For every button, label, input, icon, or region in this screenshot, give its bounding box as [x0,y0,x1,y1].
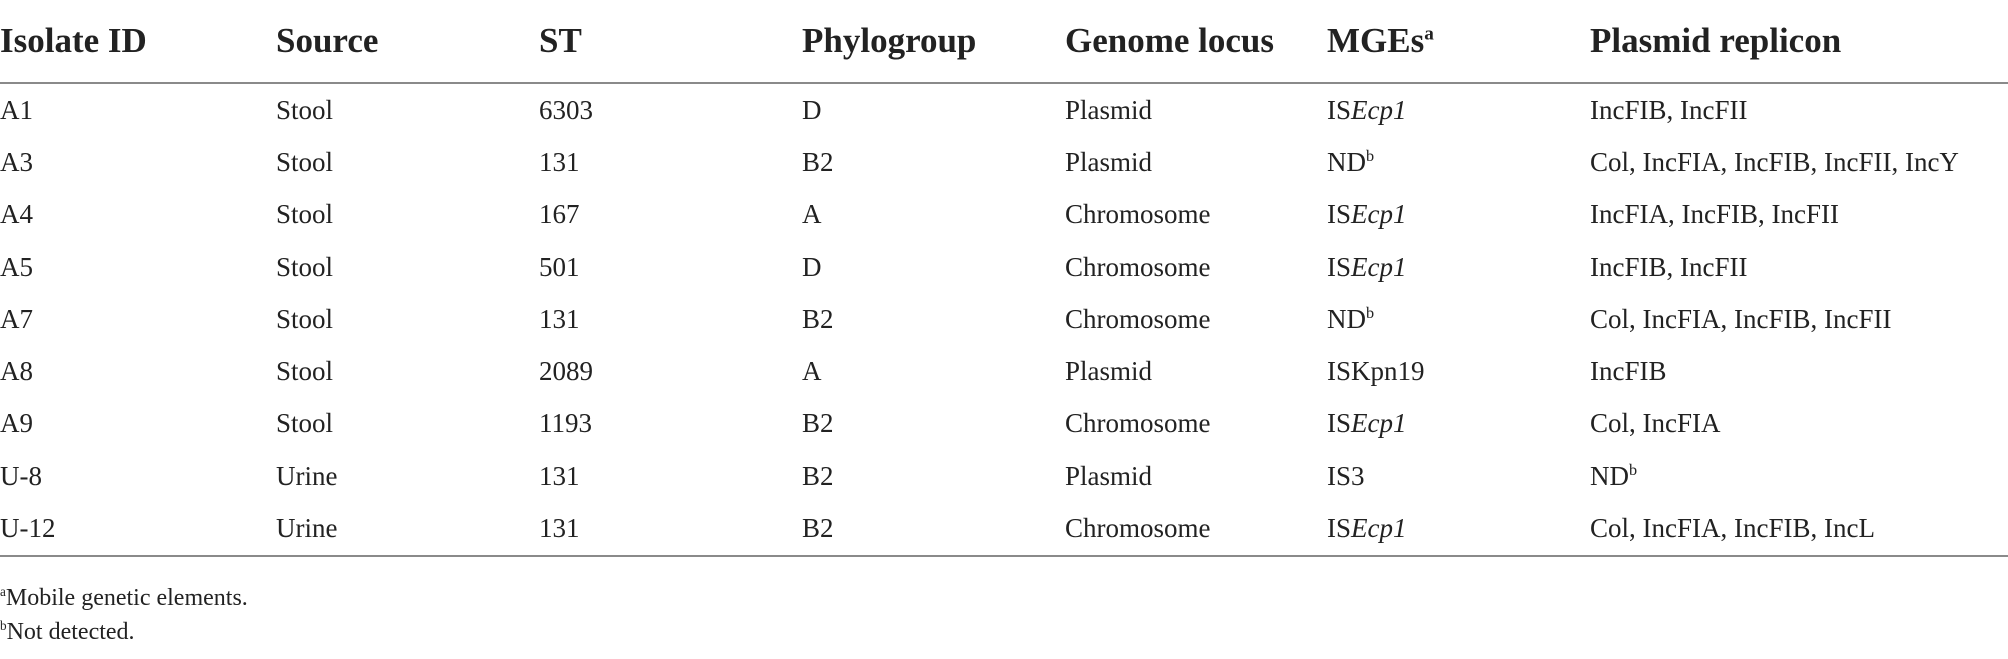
table-cell [0,241,276,293]
table-cell [1327,189,1590,241]
table-cell [1590,345,2008,397]
table-cell [802,345,1065,397]
cell-text: Col, IncFIA, IncFIB, IncFII [1590,303,1892,334]
table-body [0,83,2008,556]
table-cell [1065,398,1327,450]
table-row [0,345,2008,397]
cell-text: Stool [276,199,334,230]
table-cell [1590,136,2008,188]
cell-text: A1 [0,94,33,125]
table-cell [1065,136,1327,188]
cell-text: Col, IncFIA [1590,408,1721,439]
table-cell [539,450,802,502]
table-cell [0,136,276,188]
cell-text: A8 [0,356,33,387]
cell-text: 167 [539,199,580,230]
cell-text: Plasmid [1065,460,1153,491]
cell-prefix: IS [1327,251,1352,282]
table-cell [539,189,802,241]
table-cell [276,502,539,555]
table-cell [0,398,276,450]
cell-text: B2 [802,146,834,177]
cell-text: A5 [0,251,33,282]
cell-text: B2 [802,303,834,334]
table-cell [1327,136,1590,188]
column-header [0,0,276,83]
cell-text: A7 [0,303,33,334]
table-cell [1327,450,1590,502]
cell-text: B2 [802,408,834,439]
table-cell [1065,450,1327,502]
cell-text: Chromosome [1065,408,1211,439]
table-cell [539,293,802,345]
cell-text: U-12 [0,513,56,544]
cell-text: 131 [539,146,580,177]
cell-text: Isolate ID [0,21,147,60]
column-header [1327,0,1590,83]
cell-text: Chromosome [1065,303,1211,334]
column-header [539,0,802,83]
table-cell [276,293,539,345]
cell-text: 2089 [539,356,593,387]
cell-text: Plasmid [1065,146,1153,177]
cell-prefix: IS [1327,199,1352,230]
cell-prefix: IS [1327,408,1352,439]
cell-text: A4 [0,199,33,230]
cell-text: Stool [276,408,334,439]
table-cell [276,398,539,450]
cell-text: Stool [276,146,334,177]
cell-text: B2 [802,460,834,491]
footnote-marker: a [0,584,6,599]
cell-text: Genome locus [1065,21,1275,60]
cell-text: Chromosome [1065,251,1211,282]
table-row [0,189,2008,241]
cell-text: Plasmid [1065,356,1153,387]
cell-text: Col, IncFIA, IncFIB, IncFII, IncY [1590,146,1959,177]
table-row [0,136,2008,188]
cell-text: A [802,356,822,387]
cell-text: A [802,199,822,230]
table-cell [539,83,802,136]
table-header [0,0,2008,83]
footnote-a [0,585,248,612]
cell-text: Phylogroup [802,21,977,60]
footnote-b [0,619,135,646]
table-cell [539,136,802,188]
cell-text: 1193 [539,408,592,439]
table-cell [1590,189,2008,241]
table-cell [802,293,1065,345]
cell-superscript: b [1366,303,1375,322]
cell-text: Chromosome [1065,513,1211,544]
cell-text: 501 [539,251,580,282]
table-cell [1327,241,1590,293]
cell-text: IncFIB, IncFII [1590,94,1748,125]
cell-text: ND [1590,460,1629,491]
column-header [1065,0,1327,83]
table-row [0,241,2008,293]
cell-text: D [802,251,822,282]
table-cell [1590,398,2008,450]
table-cell [0,293,276,345]
cell-text: Source [276,21,379,60]
cell-text: ND [1327,303,1366,334]
cell-text: B2 [802,513,834,544]
table-cell [802,241,1065,293]
cell-text: 131 [539,513,580,544]
cell-italic: Ecp1 [1351,408,1407,439]
table-cell [1590,293,2008,345]
table-cell [276,345,539,397]
table-cell [802,398,1065,450]
table-cell [0,345,276,397]
cell-text: IncFIA, IncFIB, IncFII [1590,199,1839,230]
table-cell [1065,502,1327,555]
cell-text: 131 [539,303,580,334]
cell-text: U-8 [0,460,42,491]
footnote-text: Not detected. [6,619,135,645]
table-cell [276,189,539,241]
table-cell [1065,189,1327,241]
cell-italic: Ecp1 [1351,94,1407,125]
footnote-marker: b [0,618,7,633]
cell-text: Stool [276,356,334,387]
table-cell [539,502,802,555]
cell-text: A3 [0,146,33,177]
table-cell [1327,293,1590,345]
cell-text: MGEs [1327,21,1425,60]
table-cell [539,345,802,397]
cell-superscript: b [1366,146,1375,165]
column-header [802,0,1065,83]
header-row [0,0,2008,83]
cell-text: Col, IncFIA, IncFIB, IncL [1590,513,1875,544]
cell-text: Stool [276,251,334,282]
table-cell [1327,83,1590,136]
cell-text: Plasmid [1065,94,1153,125]
table-cell [539,398,802,450]
cell-text: D [802,94,822,125]
table-cell [276,136,539,188]
cell-text: Urine [276,513,338,544]
table-cell [802,136,1065,188]
cell-text: IncFIB [1590,356,1667,387]
table-cell [802,450,1065,502]
table-row [0,398,2008,450]
table-cell [0,502,276,555]
cell-prefix: IS [1327,94,1352,125]
table-cell [1065,241,1327,293]
table-cell [1327,502,1590,555]
cell-text: ST [539,21,582,60]
cell-text: Plasmid replicon [1590,21,1842,60]
cell-text: 131 [539,460,580,491]
cell-prefix: IS [1327,513,1352,544]
table-row [0,293,2008,345]
table-cell [539,241,802,293]
table-row [0,83,2008,136]
table-cell [802,502,1065,555]
column-header [276,0,539,83]
table-cell [276,241,539,293]
table-cell [1590,241,2008,293]
table-row [0,450,2008,502]
cell-text: Urine [276,460,338,491]
table-cell [802,83,1065,136]
column-header [1590,0,2008,83]
cell-text: ISKpn19 [1327,356,1425,387]
cell-italic: Ecp1 [1351,199,1407,230]
cell-text: Chromosome [1065,199,1211,230]
table-cell [1327,345,1590,397]
table-cell [1327,398,1590,450]
cell-text: IS3 [1327,460,1365,491]
cell-text: Stool [276,94,334,125]
table-cell [1590,502,2008,555]
table-cell [1065,83,1327,136]
footnote-text: Mobile genetic elements. [5,585,248,611]
table-cell [0,450,276,502]
table-cell [1590,450,2008,502]
table-cell [1065,345,1327,397]
cell-text: 6303 [539,94,593,125]
cell-superscript: a [1424,23,1434,45]
cell-text: Stool [276,303,334,334]
cell-superscript: b [1629,460,1638,479]
table-cell [1590,83,2008,136]
table-cell [276,83,539,136]
cell-text: A9 [0,408,33,439]
cell-italic: Ecp1 [1351,513,1407,544]
table-row [0,502,2008,555]
table-cell [276,450,539,502]
table-cell [0,189,276,241]
table-cell [0,83,276,136]
table-cell [1065,293,1327,345]
cell-text: ND [1327,146,1366,177]
table-cell [802,189,1065,241]
cell-text: IncFIB, IncFII [1590,251,1748,282]
cell-italic: Ecp1 [1351,251,1407,282]
